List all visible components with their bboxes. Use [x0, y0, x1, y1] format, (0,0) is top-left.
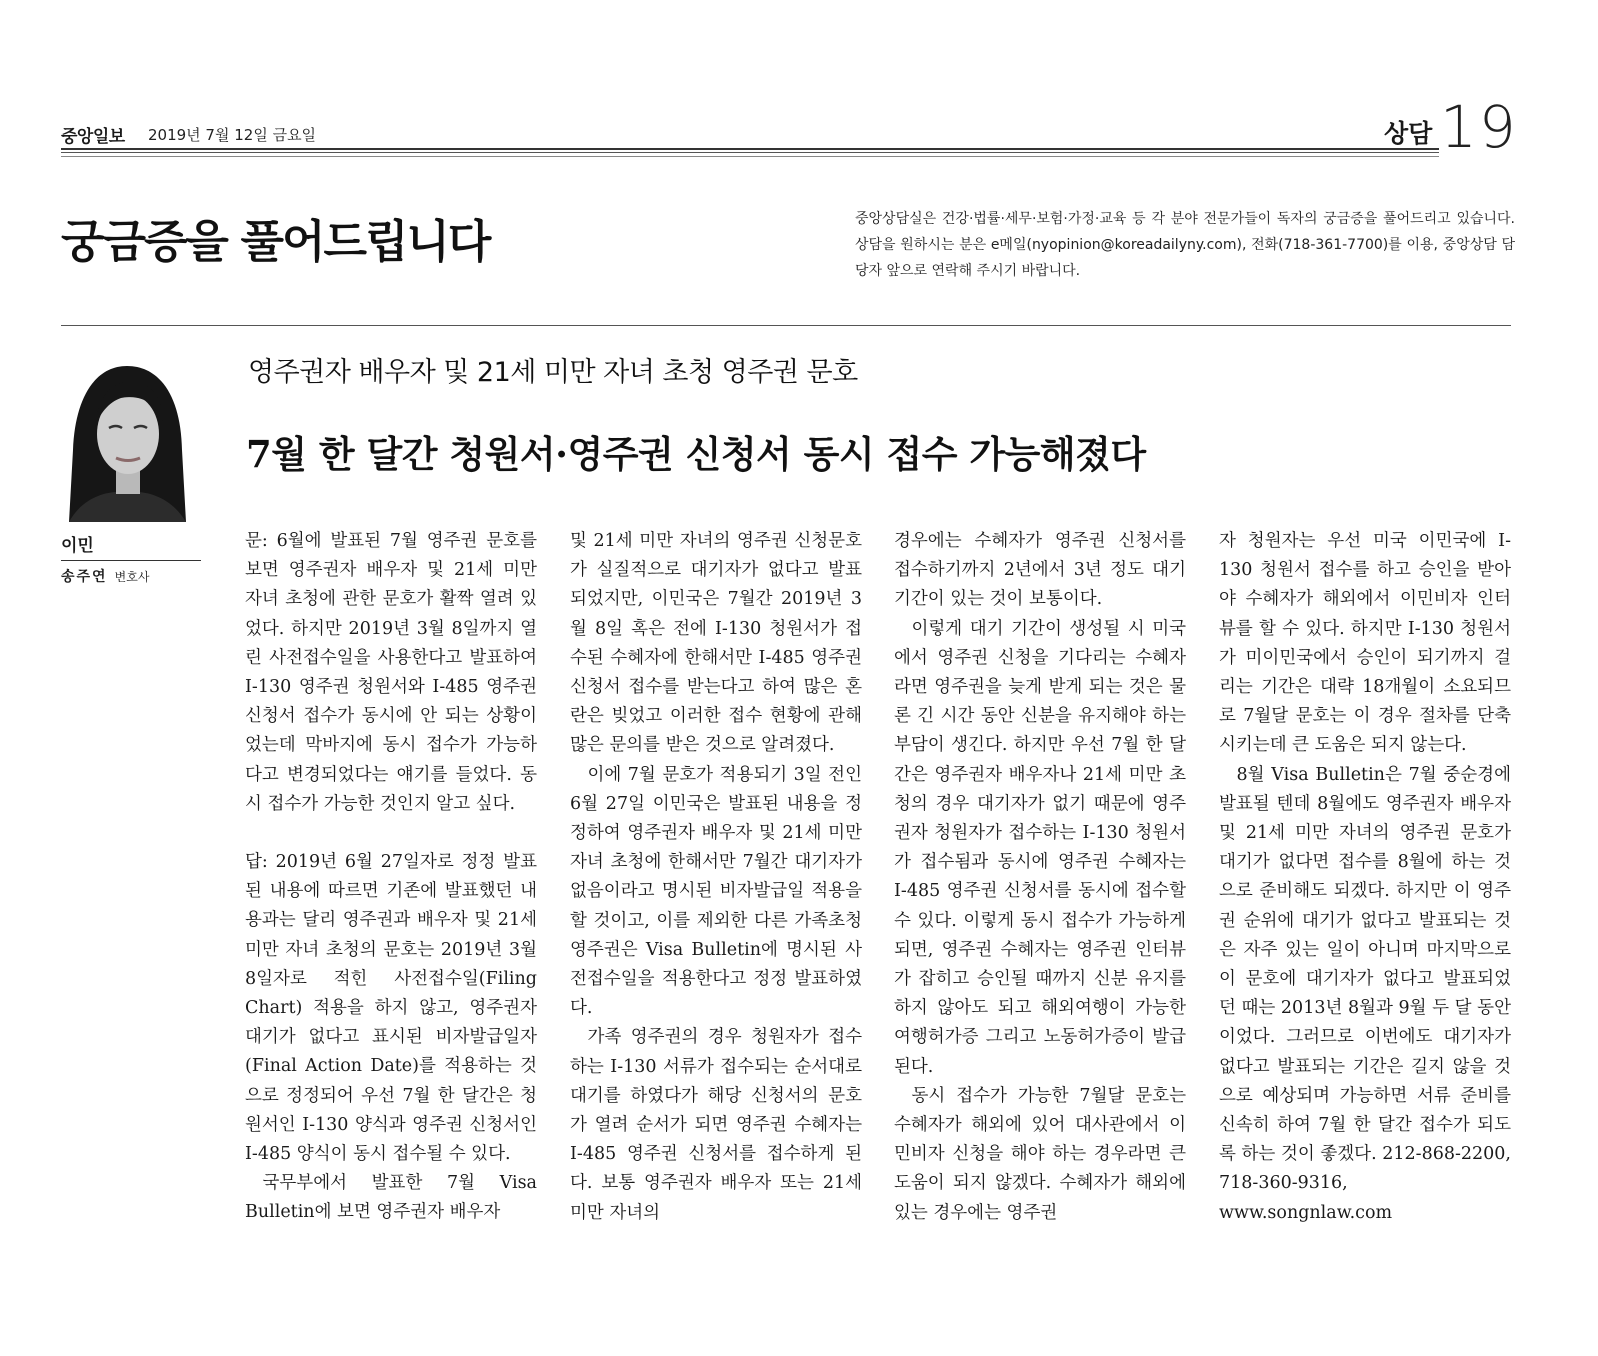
- column-category: 이민: [61, 531, 201, 561]
- section-intro: 중앙상담실은 건강·법률·세무·보험·가정·교육 등 각 분야 전문가들이 독자의 궁금증을 풀어드리고 있습니다. 상담을 원하시는 분은 e메일(nyopinion@koreadailyny.com), 전화(718-361-7700)를 이용, 중앙상담 담당자 앞으로 연락해 주시기 바랍니다.: [855, 211, 1515, 279]
- answer-paragraph: 답: 2019년 6월 27일자로 정정 발표된 내용에 따르면 기존에 발표했던 내용과는 달리 영주권과 배우자 및 21세 미만 자녀 초청의 문호는 2019년 3월 8일자로 적힌 사전접수일(Filing Chart) 적용을 하지 않고, 영주권자 대기가 없다고 표시된 비자발급일자(Final Action Date)를 적용하는 것으로 정정되어 우선 7월 한 달간은 청원서인 I-130 양식과 영주권 신청서인 I-485 양식이 동시 접수될 수 있다.: [245, 852, 537, 1165]
- masthead-rule: [61, 156, 1439, 157]
- body-paragraph: 가족 영주권의 경우 청원자가 접수하는 I-130 서류가 접수되는 순서대로 대기를 하였다가 해당 신청서의 문호가 열려 순서가 되면 영주권 수혜자는 I-485 영주권 신청서를 접수하게 된다. 보통 영주권자 배우자 또는 21세 미만 자녀의: [570, 1027, 862, 1223]
- body-paragraph: 경우에는 수혜자가 영주권 신청서를 접수하기까지 2년에서 3년 정도 대기 기간이 있는 것이 보통이다.: [894, 531, 1186, 610]
- page-number: 19: [1440, 93, 1518, 161]
- body-paragraph: 이에 7월 문호가 적용되기 3일 전인 6월 27일 이민국은 발표된 내용을 정정하여 영주권자 배우자 및 21세 미만 자녀 초청에 한해서만 7월간 대기자가 없음이라고 명시된 비자발급일 적용을 할 것이고, 이를 제외한 다른 가족초청 영주권은 Visa Bulletin에 명시된 사전접수일을 적용한다고 정정 발표하였다.: [570, 764, 862, 1019]
- body-paragraph: 국무부에서 발표한 7월 Visa Bulletin에 보면 영주권자 배우자: [245, 1173, 537, 1223]
- body-paragraph: 동시 접수가 가능한 7월달 문호는 수혜자가 해외에 있어 대사관에서 이민비자 신청을 해야 하는 경우라면 큰 도움이 되지 않겠다. 수혜자가 해외에 있는 경우에는 영주권: [894, 1085, 1186, 1223]
- article-column-3: [894, 527, 1186, 1228]
- masthead-rule: [61, 148, 1439, 150]
- body-paragraph: 자 청원자는 우선 미국 이민국에 I-130 청원서 접수를 하고 승인을 받아야 수혜자가 해외에서 이민비자 인터뷰를 할 수 있다. 하지만 I-130 청원서가 미이민국에서 승인이 되기까지 걸리는 기간은 대략 18개월이 소요되므로 7월달 문호는 이 경우 절차를 단축시키는데 큰 도움은 되지 않는다.: [1219, 531, 1511, 756]
- article-subheadline: 영주권자 배우자 및 21세 미만 자녀 초청 영주권 문호: [248, 357, 858, 388]
- author-photo: [61, 358, 194, 522]
- author-line: [61, 566, 201, 586]
- body-paragraph: 8월 Visa Bulletin은 7월 중순경에 발표될 텐데 8월에도 영주권자 배우자 및 21세 미만 자녀의 영주권 문호가 대기가 없다면 접수를 8월에 하는 것으로 준비해도 되겠다. 하지만 이 영주권 순위에 대기가 없다고 발표되는 것은 자주 있는 일이 아니며 마지막으로 이 문호에 대기자가 없다고 발표되었던 때는 2013년 8월과 9월 두 달 동안이었다. 그러므로 이번에도 대기자가 없다고 발표되는 기간은 길지 않을 것으로 예상되며 가능하면 서류 준비를 신속히 하여 7월 한 달간 접수가 되도록 하는 것이 좋겠다. 212-868-2200, 718-360-9316, www.songnlaw.com: [1219, 764, 1511, 1223]
- article-column-4: [1219, 527, 1511, 1228]
- masthead-rule: [61, 152, 1439, 153]
- article-headline: 7월 한 달간 청원서·영주권 신청서 동시 접수 가능해졌다: [246, 432, 1146, 476]
- author-role: 변호사: [114, 570, 150, 584]
- column-byline: [61, 531, 201, 586]
- author-name: 송주연: [61, 569, 108, 585]
- issue-date: 2019년 7월 12일 금요일: [148, 126, 317, 144]
- section-divider: [61, 325, 1511, 326]
- section-name: 상담: [1384, 119, 1433, 148]
- section-title: 궁금증을 풀어드립니다: [61, 215, 490, 268]
- question-paragraph: 문: 6월에 발표된 7월 영주권 문호를 보면 영주권자 배우자 및 21세 미만 자녀 초청에 관한 문호가 활짝 열려 있었다. 하지만 2019년 3월 8일까지 열린 사전접수일을 사용한다고 발표하여 I-130 영주권 청원서와 I-485 영주권 신청서 접수가 동시에 안 되는 상황이었는데 막바지에 동시 접수가 가능하다고 변경되었다는 얘기를 들었다. 동시 접수가 가능한 것인지 알고 싶다.: [245, 531, 537, 814]
- body-paragraph: 이렇게 대기 기간이 생성될 시 미국에서 영주권 신청을 기다리는 수혜자라면 영주권을 늦게 받게 되는 것은 물론 긴 시간 동안 신분을 유지해야 하는 부담이 생긴다. 하지만 우선 7월 한 달간은 영주권자 배우자나 21세 미만 초청의 경우 대기자가 없기 때문에 영주권자 청원자가 접수하는 I-130 청원서가 접수됨과 동시에 영주권 수혜자는 I-485 영주권 신청서를 동시에 접수할 수 있다. 이렇게 동시 접수가 가능하게 되면, 영주권 수혜자는 영주권 인터뷰가 잡히고 승인될 때까지 신분 유지를 하지 않아도 되고 해외여행이 가능한 여행허가증 그리고 노동허가증이 발급된다.: [894, 618, 1186, 1077]
- newspaper-logo: 중앙일보: [61, 127, 125, 147]
- article-column-1: [245, 527, 537, 1228]
- article-column-2: [570, 527, 862, 1228]
- body-paragraph: 및 21세 미만 자녀의 영주권 신청문호가 실질적으로 대기자가 없다고 발표되었지만, 이민국은 7월간 2019년 3월 8일 혹은 전에 I-130 청원서가 접수된 수혜자에 한해서만 I-485 영주권 신청서 접수를 받는다고 하여 많은 혼란은 빚었고 이러한 접수 현황에 관해 많은 문의를 받은 것으로 알려졌다.: [570, 531, 862, 756]
